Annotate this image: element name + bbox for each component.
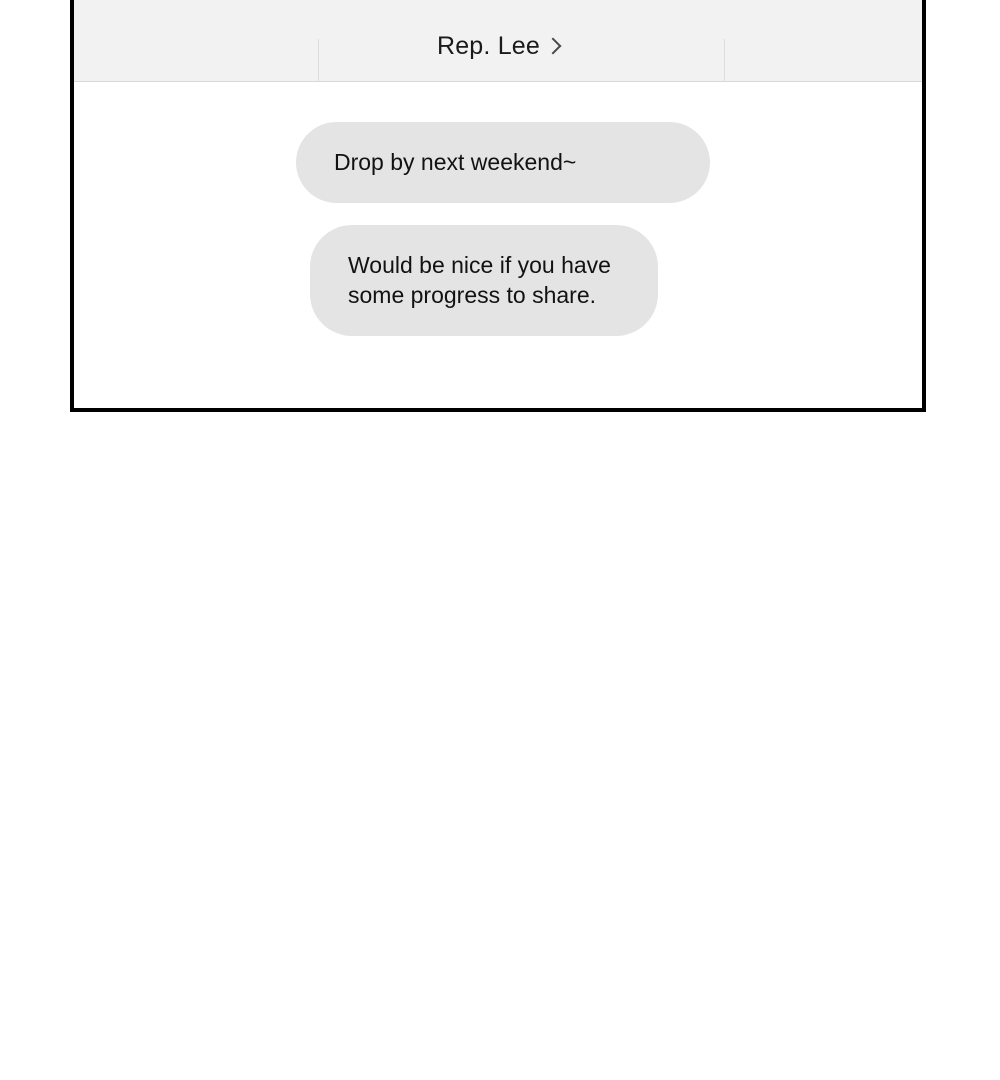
message-bubble[interactable] — [310, 225, 658, 336]
chat-window — [70, 0, 926, 412]
message-row — [74, 203, 922, 336]
message-text: Would be nice if you have some progress to share. — [348, 252, 618, 308]
contact-row[interactable] — [74, 32, 922, 61]
message-text: Drop by next weekend~ — [334, 149, 577, 175]
chat-header — [74, 0, 922, 82]
chevron-right-icon[interactable] — [545, 37, 562, 54]
contact-name: Rep. Lee — [436, 32, 541, 60]
message-row — [74, 122, 922, 203]
message-list — [74, 82, 922, 408]
message-bubble[interactable] — [296, 122, 710, 203]
